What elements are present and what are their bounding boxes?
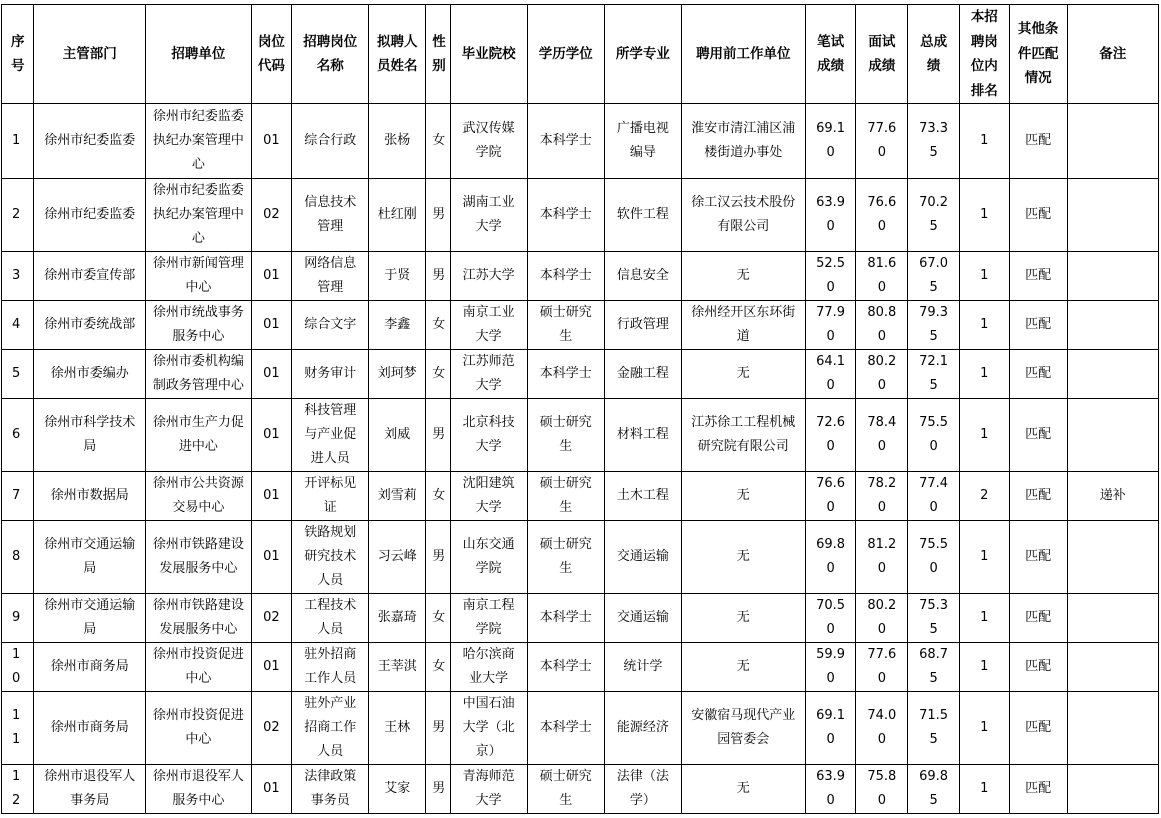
gender-cell: 女 <box>426 643 450 692</box>
gender-cell: 女 <box>426 104 450 179</box>
total-score-cell: 75.50 <box>908 399 960 472</box>
school-cell: 北京科技大学 <box>450 399 527 472</box>
candidate-name-cell: 于贤 <box>369 252 426 301</box>
header-cell: 备注 <box>1067 5 1158 104</box>
post-code-cell: 01 <box>251 252 292 301</box>
rank-cell: 1 <box>959 179 1009 252</box>
unit-cell: 徐州市纪委监委执纪办案管理中心 <box>146 104 252 179</box>
major-cell: 软件工程 <box>604 179 681 252</box>
gender-cell: 女 <box>426 350 450 399</box>
total-score-cell: 77.40 <box>908 472 960 521</box>
total-score-cell: 75.35 <box>908 594 960 643</box>
written-score-cell: 59.90 <box>805 643 856 692</box>
header-row <box>2 5 1159 104</box>
index-cell: 8 <box>2 521 34 594</box>
index-cell: 4 <box>2 301 34 350</box>
header-cell: 岗位代码 <box>251 5 292 104</box>
candidate-name-cell: 王莘淇 <box>369 643 426 692</box>
table-row <box>2 301 1159 350</box>
remark-cell <box>1067 521 1158 594</box>
index-cell: 3 <box>2 252 34 301</box>
table-row <box>2 594 1159 643</box>
interview-score-cell: 75.80 <box>856 765 908 814</box>
header-cell: 性别 <box>426 5 450 104</box>
remark-cell <box>1067 399 1158 472</box>
index-cell: 6 <box>2 399 34 472</box>
school-cell: 山东交通学院 <box>450 521 527 594</box>
total-score-cell: 73.35 <box>908 104 960 179</box>
rank-cell: 1 <box>959 350 1009 399</box>
post-name-cell: 综合文字 <box>292 301 369 350</box>
rank-cell: 1 <box>959 104 1009 179</box>
header-cell: 主管部门 <box>34 5 146 104</box>
remark-cell <box>1067 252 1158 301</box>
department-cell: 徐州市商务局 <box>34 643 146 692</box>
remark-cell <box>1067 692 1158 765</box>
school-cell: 哈尔滨商业大学 <box>450 643 527 692</box>
candidate-name-cell: 艾家 <box>369 765 426 814</box>
header-cell: 聘用前工作单位 <box>681 5 805 104</box>
post-code-cell: 01 <box>251 521 292 594</box>
major-cell: 行政管理 <box>604 301 681 350</box>
match-cell: 匹配 <box>1009 179 1067 252</box>
interview-score-cell: 78.40 <box>856 399 908 472</box>
gender-cell: 男 <box>426 765 450 814</box>
match-cell: 匹配 <box>1009 594 1067 643</box>
total-score-cell: 68.75 <box>908 643 960 692</box>
match-cell: 匹配 <box>1009 350 1067 399</box>
previous-employer-cell: 淮安市清江浦区浦楼街道办事处 <box>681 104 805 179</box>
total-score-cell: 72.15 <box>908 350 960 399</box>
unit-cell: 徐州市铁路建设发展服务中心 <box>146 521 252 594</box>
department-cell: 徐州市商务局 <box>34 692 146 765</box>
unit-cell: 徐州市铁路建设发展服务中心 <box>146 594 252 643</box>
match-cell: 匹配 <box>1009 252 1067 301</box>
written-score-cell: 69.10 <box>805 692 856 765</box>
index-cell: 5 <box>2 350 34 399</box>
post-code-cell: 01 <box>251 765 292 814</box>
rank-cell: 1 <box>959 765 1009 814</box>
previous-employer-cell: 无 <box>681 350 805 399</box>
total-score-cell: 75.50 <box>908 521 960 594</box>
post-name-cell: 信息技术管理 <box>292 179 369 252</box>
remark-cell <box>1067 350 1158 399</box>
remark-cell <box>1067 301 1158 350</box>
header-cell: 面试成绩 <box>856 5 908 104</box>
remark-cell <box>1067 179 1158 252</box>
gender-cell: 女 <box>426 301 450 350</box>
header-cell: 总成绩 <box>908 5 960 104</box>
gender-cell: 女 <box>426 594 450 643</box>
department-cell: 徐州市委宣传部 <box>34 252 146 301</box>
candidate-name-cell: 张杨 <box>369 104 426 179</box>
index-cell: 9 <box>2 594 34 643</box>
post-name-cell: 驻外产业招商工作人员 <box>292 692 369 765</box>
table-row <box>2 472 1159 521</box>
department-cell: 徐州市委统战部 <box>34 301 146 350</box>
post-name-cell: 科技管理与产业促进人员 <box>292 399 369 472</box>
rank-cell: 1 <box>959 521 1009 594</box>
interview-score-cell: 80.80 <box>856 301 908 350</box>
remark-cell: 递补 <box>1067 472 1158 521</box>
written-score-cell: 69.80 <box>805 521 856 594</box>
degree-cell: 硕士研究生 <box>527 472 604 521</box>
written-score-cell: 64.10 <box>805 350 856 399</box>
index-cell: 2 <box>2 179 34 252</box>
gender-cell: 男 <box>426 179 450 252</box>
post-code-cell: 01 <box>251 350 292 399</box>
unit-cell: 徐州市纪委监委执纪办案管理中心 <box>146 179 252 252</box>
candidate-name-cell: 杜红刚 <box>369 179 426 252</box>
table-row <box>2 104 1159 179</box>
match-cell: 匹配 <box>1009 301 1067 350</box>
degree-cell: 本科学士 <box>527 594 604 643</box>
match-cell: 匹配 <box>1009 399 1067 472</box>
major-cell: 信息安全 <box>604 252 681 301</box>
written-score-cell: 72.60 <box>805 399 856 472</box>
unit-cell: 徐州市退役军人服务中心 <box>146 765 252 814</box>
header-cell: 本招聘岗位内排名 <box>959 5 1009 104</box>
post-code-cell: 01 <box>251 643 292 692</box>
post-code-cell: 02 <box>251 179 292 252</box>
unit-cell: 徐州市投资促进中心 <box>146 692 252 765</box>
department-cell: 徐州市交通运输局 <box>34 594 146 643</box>
header-cell: 学历学位 <box>527 5 604 104</box>
school-cell: 江苏师范大学 <box>450 350 527 399</box>
school-cell: 沈阳建筑大学 <box>450 472 527 521</box>
rank-cell: 1 <box>959 643 1009 692</box>
header-cell: 招聘岗位名称 <box>292 5 369 104</box>
match-cell: 匹配 <box>1009 692 1067 765</box>
gender-cell: 男 <box>426 399 450 472</box>
degree-cell: 本科学士 <box>527 252 604 301</box>
previous-employer-cell: 无 <box>681 765 805 814</box>
degree-cell: 硕士研究生 <box>527 399 604 472</box>
unit-cell: 徐州市生产力促进中心 <box>146 399 252 472</box>
post-name-cell: 网络信息管理 <box>292 252 369 301</box>
rank-cell: 2 <box>959 472 1009 521</box>
post-name-cell: 驻外招商工作人员 <box>292 643 369 692</box>
interview-score-cell: 80.20 <box>856 594 908 643</box>
candidate-name-cell: 李鑫 <box>369 301 426 350</box>
major-cell: 金融工程 <box>604 350 681 399</box>
remark-cell <box>1067 643 1158 692</box>
post-code-cell: 01 <box>251 399 292 472</box>
gender-cell: 男 <box>426 692 450 765</box>
match-cell: 匹配 <box>1009 472 1067 521</box>
written-score-cell: 52.50 <box>805 252 856 301</box>
written-score-cell: 77.90 <box>805 301 856 350</box>
header-cell: 拟聘人员姓名 <box>369 5 426 104</box>
degree-cell: 硕士研究生 <box>527 765 604 814</box>
post-name-cell: 开评标见证 <box>292 472 369 521</box>
gender-cell: 女 <box>426 472 450 521</box>
department-cell: 徐州市委编办 <box>34 350 146 399</box>
interview-score-cell: 81.60 <box>856 252 908 301</box>
post-name-cell: 财务审计 <box>292 350 369 399</box>
table-body <box>2 104 1159 814</box>
written-score-cell: 76.60 <box>805 472 856 521</box>
major-cell: 土木工程 <box>604 472 681 521</box>
candidate-name-cell: 刘珂梦 <box>369 350 426 399</box>
previous-employer-cell: 江苏徐工工程机械研究院有限公司 <box>681 399 805 472</box>
candidate-name-cell: 刘雪莉 <box>369 472 426 521</box>
index-cell: 1 <box>2 104 34 179</box>
match-cell: 匹配 <box>1009 643 1067 692</box>
post-code-cell: 01 <box>251 301 292 350</box>
school-cell: 南京工程学院 <box>450 594 527 643</box>
major-cell: 法律（法学） <box>604 765 681 814</box>
post-name-cell: 铁路规划研究技术人员 <box>292 521 369 594</box>
previous-employer-cell: 徐工汉云技术股份有限公司 <box>681 179 805 252</box>
interview-score-cell: 76.60 <box>856 179 908 252</box>
department-cell: 徐州市退役军人事务局 <box>34 765 146 814</box>
interview-score-cell: 81.20 <box>856 521 908 594</box>
index-cell: 12 <box>2 765 34 814</box>
previous-employer-cell: 安徽宿马现代产业园管委会 <box>681 692 805 765</box>
degree-cell: 硕士研究生 <box>527 521 604 594</box>
interview-score-cell: 80.20 <box>856 350 908 399</box>
department-cell: 徐州市纪委监委 <box>34 179 146 252</box>
department-cell: 徐州市纪委监委 <box>34 104 146 179</box>
major-cell: 交通运输 <box>604 521 681 594</box>
degree-cell: 硕士研究生 <box>527 301 604 350</box>
degree-cell: 本科学士 <box>527 104 604 179</box>
total-score-cell: 67.05 <box>908 252 960 301</box>
table-row <box>2 765 1159 814</box>
previous-employer-cell: 无 <box>681 472 805 521</box>
written-score-cell: 63.90 <box>805 179 856 252</box>
candidate-name-cell: 王林 <box>369 692 426 765</box>
unit-cell: 徐州市公共资源交易中心 <box>146 472 252 521</box>
total-score-cell: 70.25 <box>908 179 960 252</box>
previous-employer-cell: 无 <box>681 521 805 594</box>
header-cell: 招聘单位 <box>146 5 252 104</box>
table-row <box>2 350 1159 399</box>
school-cell: 南京工业大学 <box>450 301 527 350</box>
post-code-cell: 02 <box>251 594 292 643</box>
match-cell: 匹配 <box>1009 521 1067 594</box>
rank-cell: 1 <box>959 252 1009 301</box>
header-cell: 毕业院校 <box>450 5 527 104</box>
previous-employer-cell: 徐州经开区东环街道 <box>681 301 805 350</box>
school-cell: 中国石油大学（北京） <box>450 692 527 765</box>
match-cell: 匹配 <box>1009 104 1067 179</box>
post-name-cell: 工程技术人员 <box>292 594 369 643</box>
written-score-cell: 69.10 <box>805 104 856 179</box>
written-score-cell: 63.90 <box>805 765 856 814</box>
major-cell: 能源经济 <box>604 692 681 765</box>
gender-cell: 男 <box>426 252 450 301</box>
match-cell: 匹配 <box>1009 765 1067 814</box>
candidate-name-cell: 刘威 <box>369 399 426 472</box>
department-cell: 徐州市数据局 <box>34 472 146 521</box>
header-cell: 序号 <box>2 5 34 104</box>
post-code-cell: 02 <box>251 692 292 765</box>
table-row <box>2 643 1159 692</box>
school-cell: 江苏大学 <box>450 252 527 301</box>
remark-cell <box>1067 765 1158 814</box>
major-cell: 广播电视编导 <box>604 104 681 179</box>
department-cell: 徐州市科学技术局 <box>34 399 146 472</box>
post-name-cell: 综合行政 <box>292 104 369 179</box>
post-name-cell: 法律政策事务员 <box>292 765 369 814</box>
school-cell: 湖南工业大学 <box>450 179 527 252</box>
department-cell: 徐州市交通运输局 <box>34 521 146 594</box>
unit-cell: 徐州市投资促进中心 <box>146 643 252 692</box>
interview-score-cell: 77.60 <box>856 643 908 692</box>
interview-score-cell: 78.20 <box>856 472 908 521</box>
table-row <box>2 692 1159 765</box>
remark-cell <box>1067 594 1158 643</box>
major-cell: 交通运输 <box>604 594 681 643</box>
header-cell: 所学专业 <box>604 5 681 104</box>
degree-cell: 本科学士 <box>527 350 604 399</box>
post-code-cell: 01 <box>251 472 292 521</box>
major-cell: 材料工程 <box>604 399 681 472</box>
header-cell: 笔试成绩 <box>805 5 856 104</box>
written-score-cell: 70.50 <box>805 594 856 643</box>
header-cell: 其他条件匹配情况 <box>1009 5 1067 104</box>
hiring-results-table <box>1 4 1159 814</box>
degree-cell: 本科学士 <box>527 179 604 252</box>
total-score-cell: 69.85 <box>908 765 960 814</box>
candidate-name-cell: 习云峰 <box>369 521 426 594</box>
unit-cell: 徐州市统战事务服务中心 <box>146 301 252 350</box>
unit-cell: 徐州市新闻管理中心 <box>146 252 252 301</box>
school-cell: 武汉传媒学院 <box>450 104 527 179</box>
interview-score-cell: 77.60 <box>856 104 908 179</box>
total-score-cell: 79.35 <box>908 301 960 350</box>
table-row <box>2 179 1159 252</box>
rank-cell: 1 <box>959 692 1009 765</box>
rank-cell: 1 <box>959 399 1009 472</box>
major-cell: 统计学 <box>604 643 681 692</box>
table-row <box>2 252 1159 301</box>
table-row <box>2 399 1159 472</box>
degree-cell: 本科学士 <box>527 643 604 692</box>
unit-cell: 徐州市委机构编制政务管理中心 <box>146 350 252 399</box>
previous-employer-cell: 无 <box>681 252 805 301</box>
index-cell: 7 <box>2 472 34 521</box>
school-cell: 青海师范大学 <box>450 765 527 814</box>
index-cell: 11 <box>2 692 34 765</box>
candidate-name-cell: 张嘉琦 <box>369 594 426 643</box>
previous-employer-cell: 无 <box>681 594 805 643</box>
index-cell: 10 <box>2 643 34 692</box>
interview-score-cell: 74.00 <box>856 692 908 765</box>
remark-cell <box>1067 104 1158 179</box>
rank-cell: 1 <box>959 594 1009 643</box>
previous-employer-cell: 无 <box>681 643 805 692</box>
degree-cell: 本科学士 <box>527 692 604 765</box>
rank-cell: 1 <box>959 301 1009 350</box>
total-score-cell: 71.55 <box>908 692 960 765</box>
gender-cell: 男 <box>426 521 450 594</box>
table-row <box>2 521 1159 594</box>
post-code-cell: 01 <box>251 104 292 179</box>
